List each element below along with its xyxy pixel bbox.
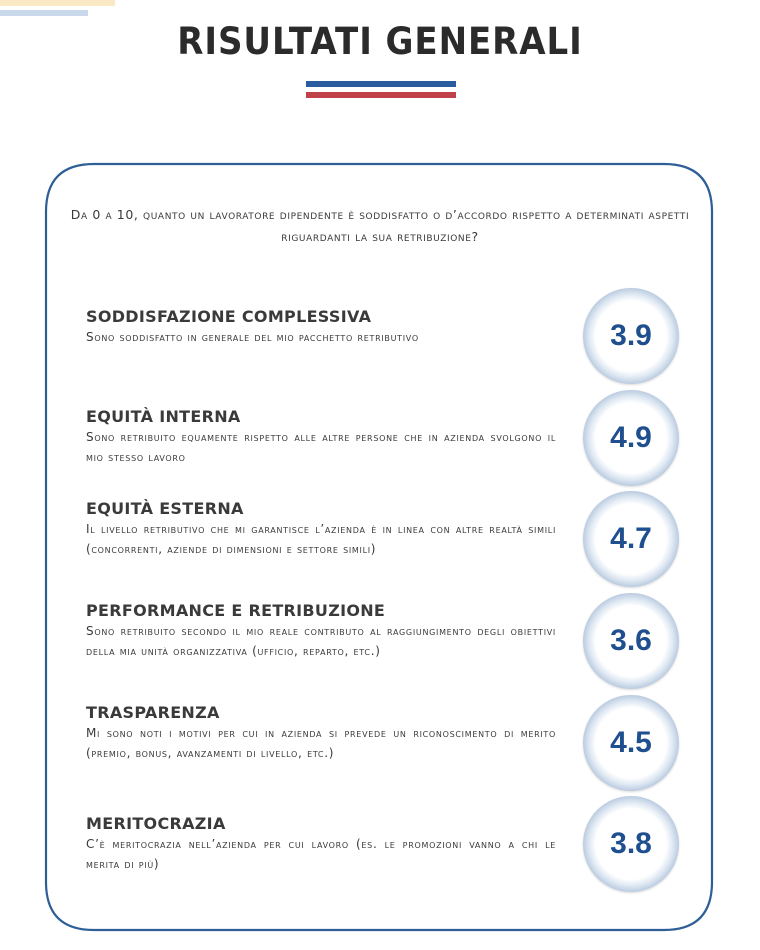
corner-decoration-stripe-yellow: [0, 0, 115, 6]
result-item-description: Mi sono noti i motivi per cui in azienda si prevede un riconoscimento di merito (premio, bonus, avanzamenti di livello, etc.): [86, 726, 556, 760]
title-underline-blue: [306, 81, 456, 87]
score-badge: [583, 593, 679, 689]
result-item-title: MERITOCRAZIA: [86, 814, 226, 833]
result-item-title: SODDISFAZIONE COMPLESSIVA: [86, 307, 372, 326]
result-item-title: EQUITÀ INTERNA: [86, 407, 241, 426]
result-item-description: C’è meritocrazia nell’azienda per cui lavoro (es. le promozioni vanno a chi le merita di più): [86, 837, 556, 871]
survey-question: Da 0 a 10, quanto un lavoratore dipendente è soddisfatto o d’accordo rispetto a determinati aspetti riguardanti la sua retribuzione?: [70, 207, 690, 244]
result-item-trasparenza: [86, 703, 556, 763]
page-title: RISULTATI GENERALI: [177, 20, 583, 63]
score-badge: [583, 390, 679, 486]
score-value: 3.8: [610, 827, 652, 860]
result-item-description: Il livello retributivo che mi garantisce l’azienda è in linea con altre realtà simili (concorrenti, aziende di dimensioni e settore simili): [86, 522, 556, 556]
score-badge: [583, 491, 679, 587]
result-item-description: Sono retribuito equamente rispetto alle altre persone che in azienda svolgono il mio stesso lavoro: [86, 430, 556, 464]
corner-decoration-stripe-blue: [0, 10, 88, 16]
score-value: 4.5: [610, 726, 652, 759]
score-value: 4.7: [610, 522, 652, 555]
result-item-title: TRASPARENZA: [86, 703, 220, 722]
title-underline-red: [306, 92, 456, 98]
score-badge: [583, 695, 679, 791]
result-item-equita-esterna: [86, 499, 556, 559]
result-item-description: Sono soddisfatto in generale del mio pacchetto retributivo: [86, 330, 419, 344]
result-item-performance-e-retribuzione: [86, 601, 556, 661]
score-value: 3.9: [610, 319, 652, 352]
score-badge: [583, 288, 679, 384]
result-item-title: PERFORMANCE E RETRIBUZIONE: [86, 601, 386, 620]
result-item-title: EQUITÀ ESTERNA: [86, 499, 244, 518]
score-value: 4.9: [610, 421, 652, 454]
result-item-description: Sono retribuito secondo il mio reale contributo al raggiungimento degli obiettivi della mia unità organizzativa (ufficio, reparto, etc.): [86, 624, 556, 658]
result-item-equita-interna: [86, 407, 556, 467]
score-value: 3.6: [610, 624, 652, 657]
result-item-meritocrazia: [86, 814, 556, 874]
result-item-soddisfazione-complessiva: [86, 307, 556, 347]
score-badge: [583, 796, 679, 892]
